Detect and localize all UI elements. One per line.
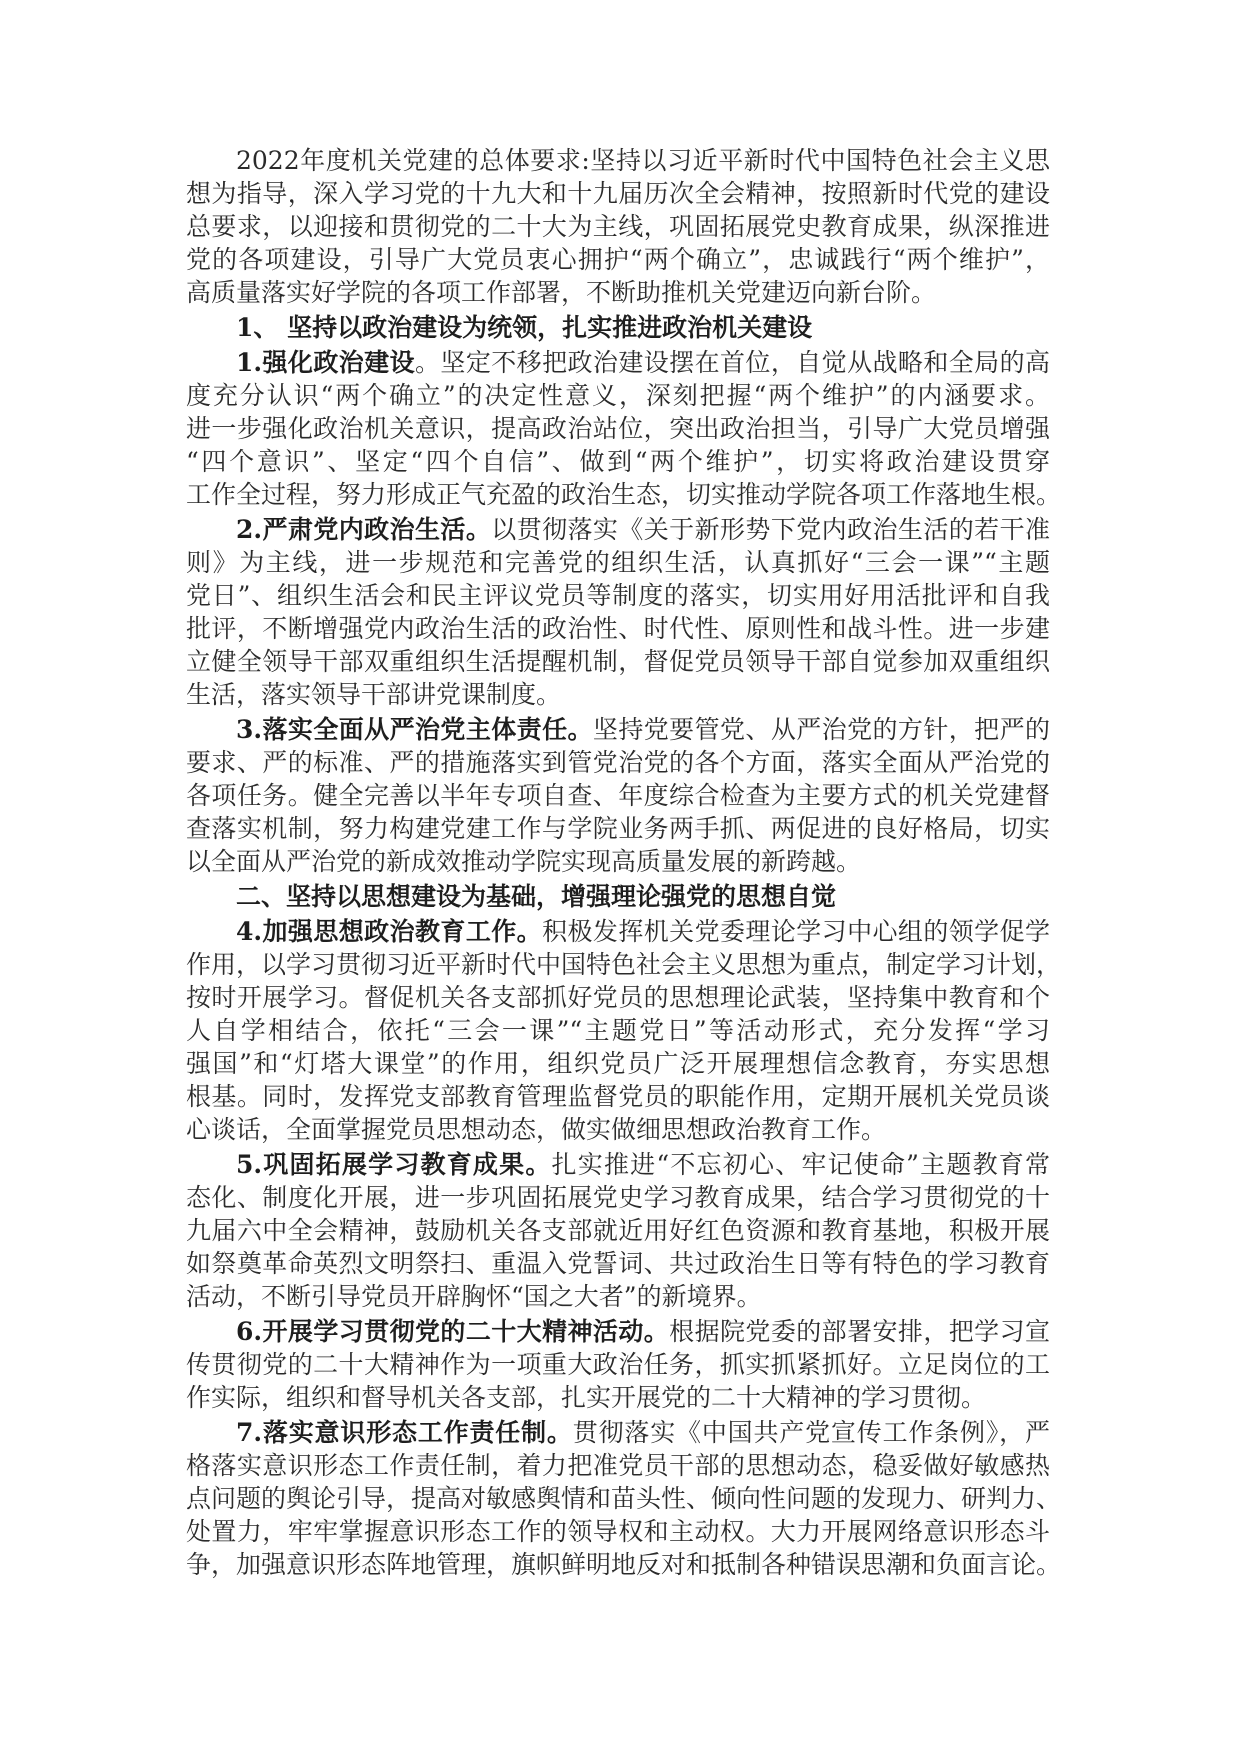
- text-line: [186, 513, 1050, 546]
- text-line: [186, 612, 1050, 645]
- line-text: 则》为主线，进一步规范和完善党的组织生活，认真抓好“三会一课”“主题: [186, 548, 1050, 577]
- body-paragraph: [186, 1315, 1050, 1414]
- text-line: [186, 948, 1062, 981]
- text-line: [186, 243, 1050, 276]
- text-line: [186, 1214, 1050, 1247]
- item-lead-title: 5.巩固拓展学习教育成果。: [236, 1150, 552, 1179]
- line-text: 坚持党要管党、从严治党的方针，把严的: [592, 715, 1050, 744]
- document-page: [186, 144, 1062, 1583]
- line-text: 总要求，以迎接和贯彻党的二十大为主线，巩固拓展党史教育成果，纵深推进: [186, 212, 1050, 241]
- line-text: 生活，落实领导干部讲党课制度。: [186, 680, 562, 709]
- line-text: 度充分认识“两个确立”的决定性意义，深刻把握“两个维护”的内涵要求。: [186, 381, 1050, 410]
- text-line: [186, 1482, 1062, 1515]
- body-paragraph: [186, 513, 1050, 711]
- body-paragraph: [186, 713, 1050, 878]
- text-line: [186, 845, 1050, 878]
- line-text: 贯彻落实《中国共产党宣传工作条例》，严: [572, 1418, 1050, 1447]
- item-lead-title: 1.强化政治建设: [236, 348, 416, 377]
- line-text: 想为指导，深入学习党的十九大和十九届历次全会精神，按照新时代党的建设: [186, 179, 1050, 208]
- line-text: 要求、严的标准、严的措施落实到管党治党的各个方面，落实全面从严治党的: [186, 748, 1050, 777]
- line-text: 以贯彻落实《关于新形势下党内政治生活的若干准: [491, 515, 1050, 544]
- text-line: [186, 981, 1050, 1014]
- line-text: 。坚定不移把政治建设摆在首位，自觉从战略和全局的高: [415, 348, 1050, 377]
- line-text: 以全面从严治党的新成效推动学院实现高质量发展的新跨越。: [186, 847, 862, 876]
- line-text: 工作全过程，努力形成正气充盈的政治生态，切实推动学院各项工作落地生根。: [186, 480, 1062, 509]
- text-line: [186, 445, 1050, 478]
- line-text: 作实际，组织和督导机关各支部，扎实开展党的二十大精神的学习贯彻。: [186, 1383, 987, 1412]
- body-paragraph: [186, 346, 1062, 511]
- line-text: 扎实推进“不忘初心、牢记使命”主题教育常: [551, 1150, 1050, 1179]
- text-line: [186, 210, 1050, 243]
- text-line: [186, 1148, 1050, 1181]
- text-line: [186, 1247, 1050, 1280]
- section-heading: [186, 880, 1050, 913]
- line-text: 根据院党委的部署安排，把学习宣: [669, 1317, 1050, 1346]
- text-line: [186, 276, 1050, 309]
- text-line: [186, 1416, 1050, 1449]
- line-text: 心谈话，全面掌握党员思想动态，做实做细思想政治教育工作。: [186, 1115, 887, 1144]
- line-text: 各项任务。健全完善以半年专项自查、年度综合检查为主要方式的机关党建督: [186, 781, 1050, 810]
- item-lead-title: 4.加强思想政治教育工作。: [236, 917, 543, 946]
- text-line: [186, 1047, 1050, 1080]
- text-line: [186, 645, 1050, 678]
- line-text: 强国”和“灯塔大课堂”的作用，组织党员广泛开展理想信念教育，夯实思想: [186, 1049, 1050, 1078]
- text-line: [186, 779, 1050, 812]
- line-text: 查落实机制，努力构建党建工作与学院业务两手抓、两促进的良好格局，切实: [186, 814, 1050, 843]
- line-text: 进一步强化政治机关意识，提高政治站位，突出政治担当，引导广大党员增强: [186, 414, 1050, 443]
- text-line: [186, 1449, 1050, 1482]
- text-line: [186, 713, 1050, 746]
- line-text: 传贯彻党的二十大精神作为一项重大政治任务，抓实抓紧抓好。立足岗位的工: [186, 1350, 1050, 1379]
- text-line: [186, 311, 1050, 344]
- text-line: [186, 1315, 1050, 1348]
- body-paragraph: [186, 144, 1050, 309]
- text-line: [186, 746, 1050, 779]
- line-text: 点问题的舆论引导，提高对敏感舆情和苗头性、倾向性问题的发现力、研判力、: [186, 1484, 1062, 1513]
- text-line: [186, 1280, 1050, 1313]
- line-text: 积极发挥机关党委理论学习中心组的领学促学: [542, 917, 1050, 946]
- section-heading: [186, 311, 1050, 344]
- line-text: “四个意识”、坚定“四个自信”、做到“两个维护”，切实将政治建设贯穿: [186, 447, 1050, 476]
- line-text: 1、 坚持以政治建设为统领，扎实推进政治机关建设: [236, 313, 813, 342]
- text-line: [186, 177, 1050, 210]
- line-text: 活动，不断引导党员开辟胸怀“国之大者”的新境界。: [186, 1282, 762, 1311]
- text-line: [186, 1381, 1050, 1414]
- text-line: [186, 678, 1050, 711]
- text-line: [186, 1515, 1050, 1548]
- text-line: [186, 915, 1050, 948]
- line-text: 九届六中全会精神，鼓励机关各支部就近用好红色资源和教育基地，积极开展: [186, 1216, 1050, 1245]
- line-text: 高质量落实好学院的各项工作部署，不断助推机关党建迈向新台阶。: [186, 278, 937, 307]
- text-line: [186, 144, 1050, 177]
- text-line: [186, 579, 1050, 612]
- text-line: [186, 546, 1050, 579]
- text-line: [186, 412, 1050, 445]
- line-text: 立健全领导干部双重组织生活提醒机制，督促党员领导干部自觉参加双重组织: [186, 647, 1050, 676]
- line-text: 2022年度机关党建的总体要求:坚持以习近平新时代中国特色社会主义思: [236, 146, 1050, 175]
- text-line: [186, 379, 1050, 412]
- text-line: [186, 880, 1050, 913]
- line-text: 二、坚持以思想建设为基础，增强理论强党的思想自觉: [236, 882, 837, 911]
- text-line: [186, 1181, 1050, 1214]
- text-line: [186, 1113, 1050, 1146]
- text-line: [186, 1548, 1062, 1581]
- line-text: 党日”、组织生活会和民主评议党员等制度的落实，切实用好用活批评和自我: [186, 581, 1050, 610]
- body-paragraph: [186, 1416, 1062, 1581]
- line-text: 争，加强意识形态阵地管理，旗帜鲜明地反对和抵制各种错误思潮和负面言论。: [186, 1550, 1062, 1579]
- line-text: 党的各项建设，引导广大党员衷心拥护“两个确立”，忠诚践行“两个维护”，: [186, 245, 1050, 274]
- body-paragraph: [186, 1148, 1050, 1313]
- line-text: 人自学相结合，依托“三会一课”“主题党日”等活动形式，充分发挥“学习: [186, 1016, 1050, 1045]
- text-line: [186, 1348, 1050, 1381]
- line-text: 根基。同时，发挥党支部教育管理监督党员的职能作用，定期开展机关党员谈: [186, 1082, 1050, 1111]
- item-lead-title: 7.落实意识形态工作责任制。: [236, 1418, 573, 1447]
- line-text: 作用，以学习贯彻习近平新时代中国特色社会主义思想为重点，制定学习计划，: [186, 950, 1062, 979]
- line-text: 格落实意识形态工作责任制，着力把准党员干部的思想动态，稳妥做好敏感热: [186, 1451, 1050, 1480]
- item-lead-title: 6.开展学习贯彻党的二十大精神活动。: [236, 1317, 670, 1346]
- text-line: [186, 1014, 1050, 1047]
- text-line: [186, 1080, 1050, 1113]
- line-text: 批评，不断增强党内政治生活的政治性、时代性、原则性和战斗性。进一步建: [186, 614, 1050, 643]
- text-line: [186, 478, 1062, 511]
- text-line: [186, 812, 1050, 845]
- line-text: 态化、制度化开展，进一步巩固拓展党史学习教育成果，结合学习贯彻党的十: [186, 1183, 1050, 1212]
- line-text: 按时开展学习。督促机关各支部抓好党员的思想理论武装，坚持集中教育和个: [186, 983, 1050, 1012]
- body-paragraph: [186, 915, 1062, 1146]
- item-lead-title: 3.落实全面从严治党主体责任。: [236, 715, 593, 744]
- line-text: 处置力，牢牢掌握意识形态工作的领导权和主动权。大力开展网络意识形态斗: [186, 1517, 1050, 1546]
- line-text: 如祭奠革命英烈文明祭扫、重温入党誓词、共过政治生日等有特色的学习教育: [186, 1249, 1050, 1278]
- item-lead-title: 2.严肃党内政治生活。: [236, 515, 492, 544]
- text-line: [186, 346, 1050, 379]
